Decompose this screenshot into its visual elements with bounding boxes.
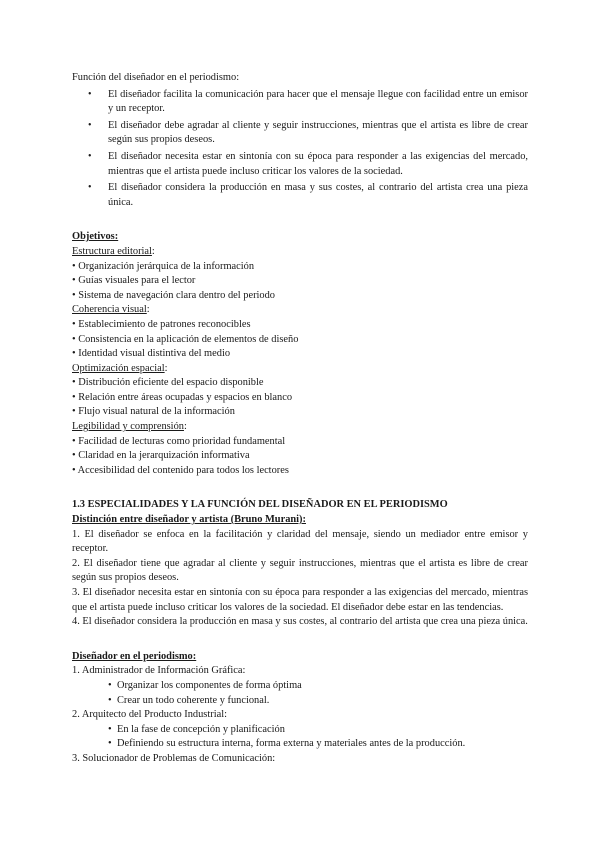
intro-title: Función del diseñador en el periodismo:	[72, 72, 240, 83]
role-sublist	[72, 679, 528, 708]
section-heading: 1.3 ESPECIALIDADES Y LA FUNCIÓN DEL DISEÑADOR EN EL PERIODISMO	[72, 499, 448, 511]
list-item: • Guías visuales para el lector	[72, 275, 196, 287]
document-page	[72, 71, 528, 767]
disenador-heading: Diseñador en el periodismo:	[72, 650, 197, 662]
list-item: • Relación entre áreas ocupadas y espacios en blanco	[72, 391, 293, 403]
numbered-paragraph: 1. El diseñador se enfoca en la facilitación y claridad del mensaje, siendo un mediador entre emisor y receptor.	[72, 528, 528, 555]
intro-bullet: • El diseñador facilita la comunicación para hacer que el mensaje llegue con facilidad entre un emisor y un receptor.	[72, 88, 528, 117]
list-item: • Identidad visual distintiva del medio	[72, 348, 231, 360]
group-title: Coherencia visual	[72, 304, 147, 316]
list-item: • Flujo visual natural de la información	[72, 406, 235, 418]
list-item: • Organización jerárquica de la información	[72, 260, 255, 272]
numbered-paragraph: 2. El diseñador tiene que agradar al cliente y seguir instrucciones, mientras que el artista es libre de crear según sus propios deseos.	[72, 557, 528, 584]
list-item: • Facilidad de lecturas como prioridad fundamental	[72, 435, 286, 447]
objetivos-group: Optimización espacial: • Distribución eficiente del espacio disponible • Relación entre áreas ocupadas y espacios en blanco • Flujo visual natural de la información	[72, 362, 528, 420]
objetivos-group: Estructura editorial: • Organización jerárquica de la información • Guías visuales para el lector • Sistema de navegación clara dentro del periodo	[72, 245, 528, 303]
objetivos-heading: Objetivos:	[72, 231, 119, 243]
objetivos-group: Coherencia visual: • Establecimiento de patrones reconocibles • Consistencia en la aplicación de elementos de diseño • Identidad visual distintiva del medio	[72, 303, 528, 361]
role-subitem: Crear un todo coherente y funcional.	[117, 694, 270, 706]
intro-bullet: • El diseñador debe agradar al cliente y seguir instrucciones, mientras que el artista es libre de crear según sus propios deseos.	[72, 119, 528, 148]
role-title: 1. Administrador de Información Gráfica:	[72, 665, 246, 677]
list-item: • Consistencia en la aplicación de elementos de diseño	[72, 333, 299, 345]
role-subitem: Definiendo su estructura interna, forma externa y materiales antes de la producción.	[117, 738, 466, 750]
list-item: • Sistema de navegación clara dentro del periodo	[72, 289, 276, 301]
section-subheading: Distinción entre diseñador y artista (Bruno Murani):	[72, 514, 306, 526]
objetivos-group: Legibilidad y comprensión: • Facilidad de lecturas como prioridad fundamental • Claridad en la jerarquización informativa • Accesibilidad del contenido para todos los lectores	[72, 420, 528, 478]
intro-bullet: • El diseñador considera la producción en masa y sus costes, al contrario del artista crea una pieza única.	[72, 181, 528, 210]
group-title: Legibilidad y comprensión	[72, 421, 184, 433]
intro-bullet: • El diseñador necesita estar en sintonía con su época para responder a las exigencias del mercado, mientras que el artista puede incluso criticar los valores de la sociedad.	[72, 150, 528, 179]
list-item: • Distribución eficiente del espacio disponible	[72, 377, 264, 389]
role-subitem: Organizar los componentes de forma óptima	[117, 679, 302, 691]
group-title: Estructura editorial	[72, 245, 152, 257]
role-title: 3. Solucionador de Problemas de Comunicación:	[72, 752, 276, 764]
numbered-paragraph: 4. El diseñador considera la producción en masa y sus costes, al contrario del artista que crea una pieza única.	[72, 616, 528, 628]
group-title: Optimización espacial	[72, 362, 165, 374]
list-item: • Claridad en la jerarquización informativa	[72, 450, 250, 462]
role-sublist	[72, 723, 528, 752]
intro-bullet-list	[72, 88, 528, 211]
list-item: • Accesibilidad del contenido para todos los lectores	[72, 464, 289, 476]
list-item: • Establecimiento de patrones reconocibles	[72, 318, 251, 330]
role-subitem: En la fase de concepción y planificación	[117, 723, 285, 735]
role-title: 2. Arquitecto del Producto Industrial:	[72, 709, 227, 721]
numbered-paragraph: 3. El diseñador necesita estar en sintonía con su época para responder a las exigencias del mercado, mientras que el artista puede incluso criticar los valores de la sociedad. El diseñador debe estar en las tendencias.	[72, 587, 528, 613]
